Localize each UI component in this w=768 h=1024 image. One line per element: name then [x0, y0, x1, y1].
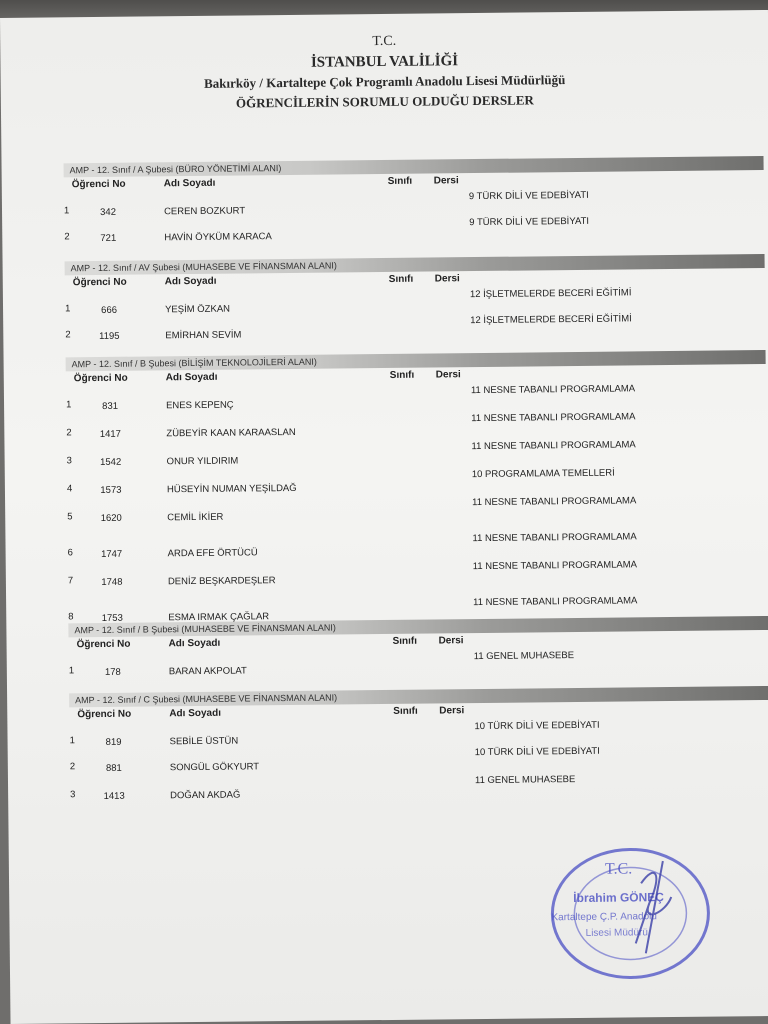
student-name: CEMİL İKİER	[167, 511, 224, 524]
student-name: HAVİN ÖYKÜM KARACA	[164, 231, 272, 244]
column-student-no: Öğrenci No	[73, 372, 128, 385]
column-student-no: Öğrenci No	[72, 276, 127, 289]
official-stamp	[545, 843, 716, 985]
row-index: 6	[67, 547, 73, 559]
student-number: 342	[100, 206, 117, 218]
student-name: SEBİLE ÜSTÜN	[169, 735, 239, 748]
row-index: 2	[65, 329, 71, 341]
lesson-name: 12 İŞLETMELERDE BECERİ EĞİTİMİ	[469, 287, 632, 301]
lesson-name: 10 PROGRAMLAMA TEMELLERİ	[471, 467, 615, 481]
column-name: Adı Soyadı	[165, 371, 218, 384]
section-title: AMP - 12. Sınıf / AV Şubesi (MUHASEBE VE FİNANSMAN ALANI)	[65, 254, 765, 275]
student-name: ARDA EFE ÖRTÜCÜ	[167, 547, 258, 560]
row-index: 8	[68, 611, 74, 623]
student-number: 881	[105, 762, 122, 774]
table-row	[70, 772, 768, 807]
student-name: EMİRHAN SEVİM	[165, 329, 242, 342]
student-name: ZÜBEYİR KAAN KARAASLAN	[166, 426, 296, 440]
lesson-name: 11 NESNE TABANLI PROGRAMLAMA	[471, 411, 636, 425]
column-lesson: Dersi	[435, 369, 461, 381]
column-lesson: Dersi	[438, 635, 464, 647]
stamp-line1: Kartaltepe Ç.P. Anadolu	[551, 911, 657, 924]
column-lesson: Dersi	[439, 705, 465, 717]
section-4	[68, 616, 768, 681]
document-page	[0, 10, 768, 1024]
column-student-no: Öğrenci No	[76, 638, 131, 651]
student-name: ESMA IRMAK ÇAĞLAR	[168, 611, 270, 624]
student-number: 1747	[100, 548, 123, 560]
section-3	[66, 350, 768, 631]
student-number: 178	[104, 666, 121, 678]
lesson-name: 11 GENEL MUHASEBE	[474, 774, 576, 787]
lesson-name: 11 GENEL MUHASEBE	[473, 650, 575, 663]
student-number: 1748	[101, 576, 123, 588]
student-number: 819	[105, 736, 122, 748]
student-number: 721	[100, 232, 117, 244]
lesson-name: 10 TÜRK DİLİ VE EDEBİYATI	[474, 745, 600, 759]
header-tc: T.C.	[372, 33, 397, 50]
row-index: 3	[66, 455, 72, 467]
signature-mark	[635, 861, 672, 953]
lesson-name: 11 NESNE TABANLI PROGRAMLAMA	[472, 559, 638, 573]
row-index: 7	[67, 575, 74, 587]
stamp-tc: T.C.	[604, 860, 633, 878]
lesson-name: 11 NESNE TABANLI PROGRAMLAMA	[471, 439, 636, 453]
document-header	[0, 28, 768, 116]
section-title: AMP - 12. Sınıf / C Şubesi (MUHASEBE VE FİNANSMAN ALANI)	[69, 686, 768, 707]
header-governorship: İSTANBUL VALİLİĞİ	[310, 53, 459, 71]
student-name: CEREN BOZKURT	[163, 205, 246, 218]
student-name: SONGÜL GÖKYURT	[169, 761, 260, 774]
column-grade: Sınıfı	[392, 635, 418, 647]
document-title: ÖĞRENCİLERİN SORUMLU OLDUĞU DERSLER	[235, 92, 534, 111]
column-lesson: Dersi	[434, 273, 460, 285]
lesson-name: 11 NESNE TABANLI PROGRAMLAMA	[472, 495, 637, 509]
section-title: AMP - 12. Sınıf / A Şubesi (BÜRO YÖNETİMİ ALANI)	[64, 156, 764, 177]
header-school: Bakırköy / Kartaltepe Çok Programlı Anadolu Lisesi Müdürlüğü	[203, 72, 566, 91]
student-name: HÜSEYİN NUMAN YEŞİLDAĞ	[166, 482, 297, 496]
row-index: 5	[67, 511, 73, 523]
column-grade: Sınıfı	[393, 705, 418, 717]
row-index: 2	[66, 427, 72, 439]
student-number: 1195	[99, 330, 120, 342]
section-2	[65, 254, 766, 345]
student-name: BARAN AKPOLAT	[168, 665, 247, 678]
lesson-name: 11 NESNE TABANLI PROGRAMLAMA	[473, 595, 638, 609]
row-index: 1	[68, 665, 75, 677]
lesson-name: 10 TÜRK DİLİ VE EDEBİYATI	[474, 719, 600, 733]
section-title: AMP - 12. Sınıf / B Şubesi (MUHASEBE VE FİNANSMAN ALANI)	[68, 616, 768, 637]
column-grade: Sınıfı	[388, 273, 414, 285]
column-name: Adı Soyadı	[168, 637, 221, 650]
student-name: YEŞİM ÖZKAN	[165, 303, 231, 316]
row-index: 2	[64, 231, 70, 243]
column-grade: Sınıfı	[387, 175, 413, 187]
lesson-name: 9 TÜRK DİLİ VE EDEBİYATI	[469, 215, 590, 229]
section-5	[69, 686, 768, 807]
column-name: Adı Soyadı	[164, 275, 217, 288]
row-index: 3	[70, 789, 76, 801]
column-lesson: Dersi	[433, 175, 459, 187]
row-index: 2	[69, 761, 76, 773]
student-name: ONUR YILDIRIM	[166, 455, 239, 468]
column-grade: Sınıfı	[389, 369, 415, 381]
student-number: 1542	[100, 456, 122, 468]
section-title: AMP - 12. Sınıf / B Şubesi (BİLİŞİM TEKNOLOJİLERİ ALANI)	[66, 350, 766, 371]
row-index: 4	[66, 483, 73, 495]
lesson-name: 12 İŞLETMELERDE BECERİ EĞİTİMİ	[470, 313, 632, 327]
lesson-name: 11 NESNE TABANLI PROGRAMLAMA	[470, 383, 636, 397]
student-number: 1620	[100, 512, 122, 524]
stamp-name: İbrahim GÖNEÇ	[573, 890, 665, 906]
student-number: 831	[102, 400, 119, 412]
row-index: 1	[65, 399, 72, 411]
row-index: 1	[64, 303, 71, 315]
student-number: 1753	[101, 612, 123, 624]
column-name: Adı Soyadı	[163, 177, 216, 190]
student-name: ENES KEPENÇ	[166, 399, 234, 412]
column-student-no: Öğrenci No	[77, 708, 132, 721]
column-student-no: Öğrenci No	[71, 178, 126, 191]
row-index: 1	[69, 735, 75, 747]
stamp-line2: Lisesi Müdürü	[585, 927, 648, 939]
column-name: Adı Soyadı	[169, 707, 222, 720]
student-number: 1413	[103, 790, 125, 802]
section-1	[64, 156, 765, 247]
student-number: 1417	[99, 428, 121, 440]
lesson-name: 11 NESNE TABANLI PROGRAMLAMA	[472, 531, 637, 545]
student-name: DENİZ BEŞKARDEŞLER	[167, 575, 276, 588]
student-number: 666	[101, 304, 118, 316]
student-number: 1573	[100, 484, 122, 496]
row-index: 1	[63, 205, 70, 217]
student-name: DOĞAN AKDAĞ	[170, 789, 241, 802]
lesson-name: 9 TÜRK DİLİ VE EDEBİYATI	[468, 189, 589, 203]
